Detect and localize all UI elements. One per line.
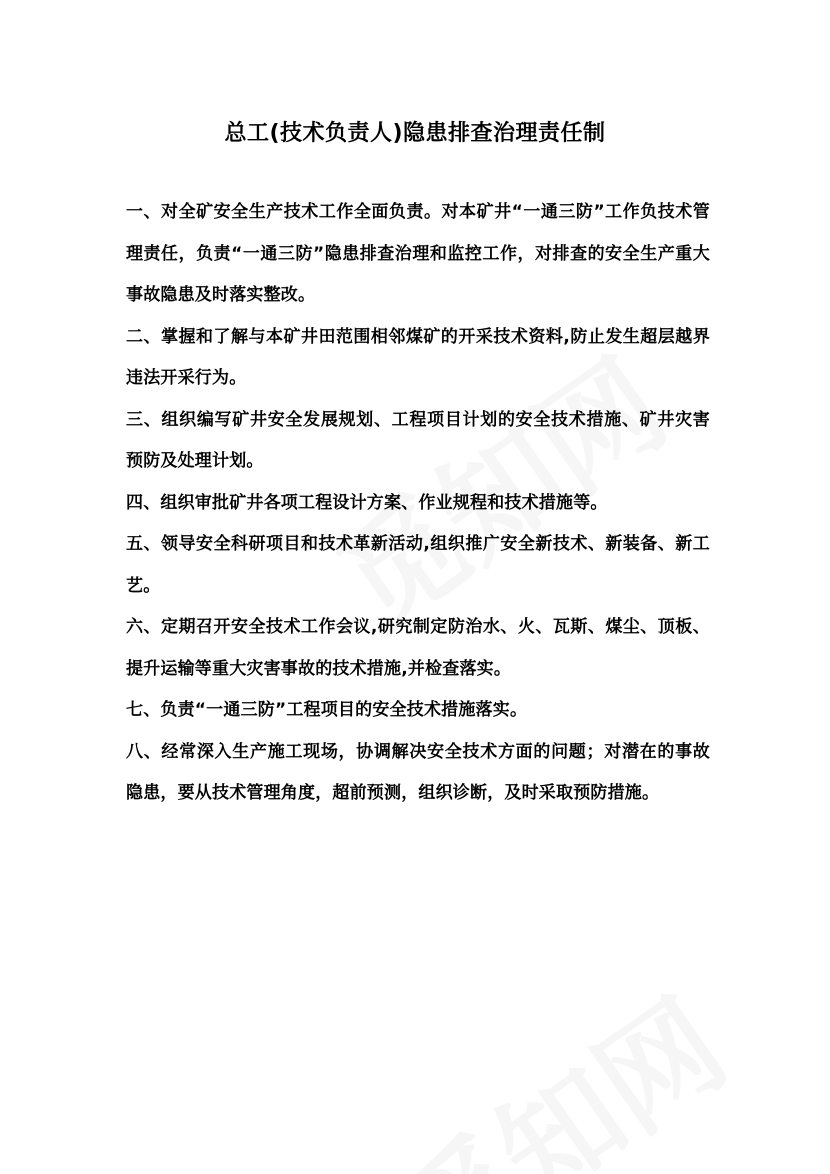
paragraph-4: 四、组织审批矿井各项工程设计方案、作业规程和技术措施等。 (126, 492, 608, 513)
paragraph-7: 七、负责“一通三防”工程项目的安全技术措施落实。 (126, 700, 528, 720)
paragraph-8: 八、经常深入生产施工现场，协调解决安全技术方面的问题；对潜在的事故隐患，要从技术管理角度，超前预测，组织诊断，及时采取预防措施。 (126, 741, 710, 803)
document-body (126, 192, 710, 815)
paragraph-6: 六、定期召开安全技术工作会议,研究制定防治水、火、瓦斯、煤尘、顶板、提升运输等重大灾害事故的技术措施,并检查落实。 (126, 617, 710, 679)
watermark (360, 954, 754, 1174)
paragraph-3: 三、组织编写矿井安全发展规划、工程项目计划的安全技术措施、矿井灾害预防及处理计划。 (126, 409, 710, 471)
paragraph-5: 五、领导安全科研项目和技术革新活动,组织推广安全新技术、新装备、新工艺。 (126, 534, 710, 596)
document-title: 总工(技术负责人)隐患排查治理责任制 (224, 121, 606, 146)
paragraph-1: 一、对全矿安全生产技术工作全面负责。对本矿井“一通三防”工作负技术管理责任，负责“一通三防”隐患排查治理和监控工作，对排查的安全生产重大事故隐患及时落实整改。 (126, 202, 710, 305)
paragraph-2: 二、掌握和了解与本矿井田范围相邻煤矿的开采技术资料,防止发生超层越界违法开采行为。 (126, 326, 710, 388)
